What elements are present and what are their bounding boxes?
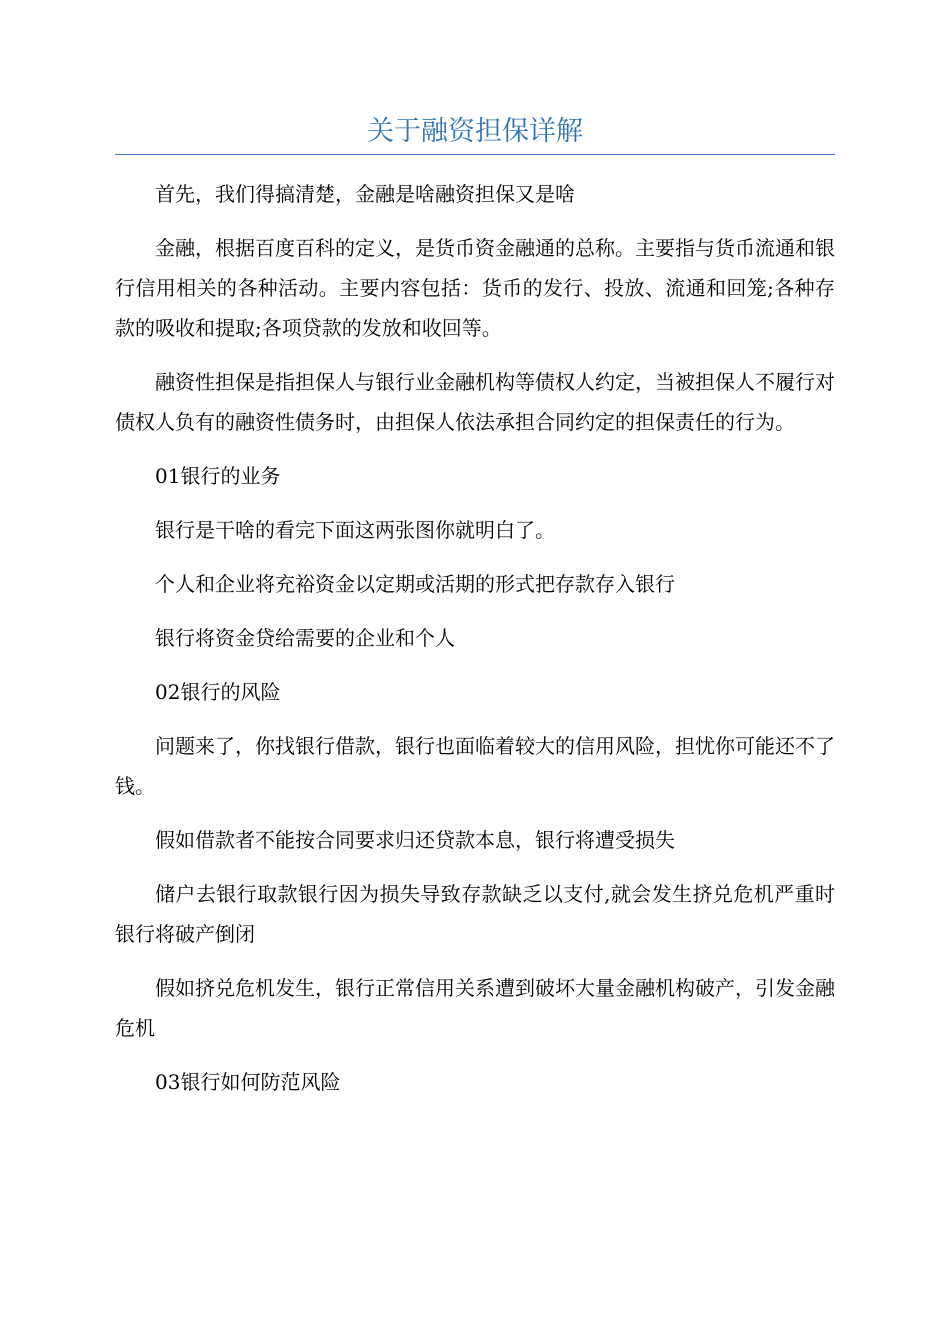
paragraph-intro: 首先，我们得搞清楚，金融是啥融资担保又是啥 bbox=[155, 182, 575, 206]
section-heading-bank-risk: 02银行的风险 bbox=[155, 680, 281, 704]
paragraph-loans: 银行将资金贷给需要的企业和个人 bbox=[155, 626, 455, 650]
paragraph-bank-role: 银行是干啥的看完下面这两张图你就明白了。 bbox=[155, 518, 555, 542]
paragraph-financial-crisis: 假如挤兑危机发生，银行正常信用关系遭到破坏大量金融机构破产，引发金融危机 bbox=[115, 976, 835, 1040]
document-title: 关于融资担保详解 bbox=[367, 116, 583, 147]
paragraph-guarantee-definition: 融资性担保是指担保人与银行业金融机构等债权人约定，当被担保人不履行对债权人负有的融资性债务时，由担保人依法承担合同约定的担保责任的行为。 bbox=[115, 370, 835, 434]
paragraph-credit-risk: 问题来了，你找银行借款，银行也面临着较大的信用风险，担忧你可能还不了钱。 bbox=[115, 734, 835, 798]
paragraph-bank-run: 储户去银行取款银行因为损失导致存款缺乏以支付,就会发生挤兑危机严重时银行将破产倒闭 bbox=[115, 882, 835, 946]
paragraph-finance-definition: 金融，根据百度百科的定义，是货币资金融通的总称。主要指与货币流通和银行信用相关的各种活动。主要内容包括：货币的发行、投放、流通和回笼;各种存款的吸收和提取;各项贷款的发放和收回等。 bbox=[115, 236, 835, 340]
document-body bbox=[115, 174, 835, 1116]
paragraph-deposits: 个人和企业将充裕资金以定期或活期的形式把存款存入银行 bbox=[155, 572, 675, 596]
paragraph-loss: 假如借款者不能按合同要求归还贷款本息，银行将遭受损失 bbox=[155, 828, 675, 852]
section-heading-risk-prevention: 03银行如何防范风险 bbox=[155, 1070, 341, 1094]
title-underline bbox=[115, 154, 835, 155]
section-heading-bank-business: 01银行的业务 bbox=[155, 464, 281, 488]
